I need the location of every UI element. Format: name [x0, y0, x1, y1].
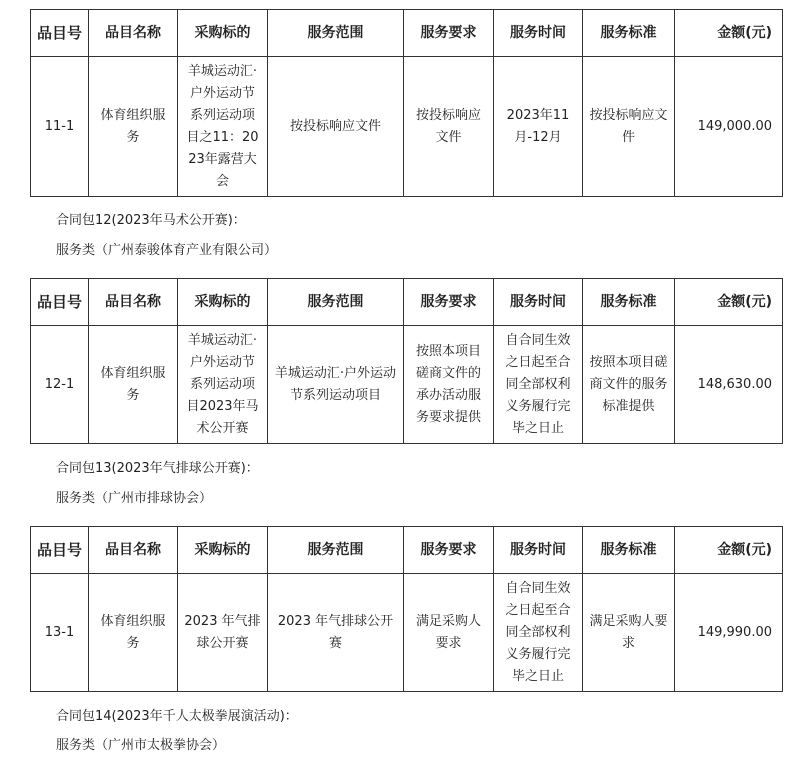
- header-target: 采购标的: [178, 10, 268, 57]
- contract-package-12-type: 服务类（广州泰骏体育产业有限公司）: [56, 243, 278, 258]
- cell-target: 2023 年气排球公开赛: [184, 613, 261, 651]
- cell-amount: 149,990.00: [675, 574, 783, 692]
- header-requirement: 服务要求: [404, 279, 494, 326]
- header-item-no: 品目号: [31, 527, 89, 574]
- procurement-table-11: [30, 9, 783, 197]
- header-target: 采购标的: [178, 279, 268, 326]
- header-time: 服务时间: [494, 527, 583, 574]
- cell-target: 羊城运动汇·户外运动节系列运动项目2023年马术公开赛: [186, 332, 259, 436]
- contract-package-14-type: 服务类（广州市太极拳协会）: [56, 738, 226, 753]
- cell-time: 自合同生效之日起至合同全部权利义务履行完毕之日止: [505, 332, 571, 436]
- cell-scope: 羊城运动汇·户外运动节系列运动项目: [274, 365, 397, 403]
- cell-standard: 满足采购人要求: [589, 613, 668, 651]
- header-item-no: 品目号: [31, 279, 89, 326]
- header-time: 服务时间: [494, 279, 583, 326]
- header-requirement: 服务要求: [404, 10, 494, 57]
- contract-package-14-title: 合同包14(2023年千人太极拳展演活动)：: [56, 709, 298, 724]
- procurement-table-13: [30, 526, 783, 692]
- header-scope: 服务范围: [268, 279, 404, 326]
- cell-item-no: 13-1: [31, 574, 89, 692]
- cell-amount: 149,000.00: [675, 57, 783, 197]
- header-amount: 金额(元): [675, 527, 783, 574]
- header-requirement: 服务要求: [404, 527, 494, 574]
- header-item-name: 品目名称: [89, 279, 178, 326]
- cell-time: 2023年11月-12月: [506, 107, 570, 145]
- cell-item-name: 体育组织服务: [100, 365, 166, 403]
- header-standard: 服务标准: [583, 527, 675, 574]
- cell-requirement: 满足采购人要求: [415, 613, 481, 651]
- cell-item-name: 体育组织服务: [100, 107, 166, 145]
- cell-item-name: 体育组织服务: [100, 613, 166, 651]
- header-standard: 服务标准: [583, 279, 675, 326]
- header-amount: 金额(元): [675, 279, 783, 326]
- header-amount: 金额(元): [675, 10, 783, 57]
- table-header-row: [31, 279, 783, 326]
- table-header-row: [31, 527, 783, 574]
- cell-standard: 按照本项目磋商文件的服务标准提供: [589, 354, 668, 414]
- contract-package-12-title: 合同包12(2023年马术公开赛)：: [56, 213, 246, 228]
- cell-requirement: 按投标响应文件: [415, 107, 481, 145]
- cell-amount: 148,630.00: [675, 326, 783, 444]
- header-item-name: 品目名称: [89, 527, 178, 574]
- cell-item-no: 12-1: [31, 326, 89, 444]
- cell-time: 自合同生效之日起至合同全部权利义务履行完毕之日止: [505, 580, 571, 684]
- contract-package-13-title: 合同包13(2023年气排球公开赛)：: [56, 461, 259, 476]
- header-time: 服务时间: [494, 10, 583, 57]
- contract-package-13-type: 服务类（广州市排球协会）: [56, 491, 213, 506]
- cell-item-no: 11-1: [31, 57, 89, 197]
- procurement-table-12: [30, 278, 783, 444]
- cell-scope: 2023 年气排球公开赛: [277, 613, 394, 651]
- header-item-no: 品目号: [31, 10, 89, 57]
- table-row: [31, 574, 783, 692]
- header-scope: 服务范围: [268, 10, 404, 57]
- cell-target: 羊城运动汇·户外运动节系列运动项目之11：2023年露营大会: [186, 63, 259, 189]
- cell-standard: 按投标响应文件: [589, 107, 668, 145]
- header-scope: 服务范围: [268, 527, 404, 574]
- table-header-row: [31, 10, 783, 57]
- header-standard: 服务标准: [583, 10, 675, 57]
- cell-scope: 按投标响应文件: [289, 118, 381, 134]
- table-row: [31, 57, 783, 197]
- cell-requirement: 按照本项目磋商文件的承办活动服务要求提供: [415, 343, 481, 425]
- header-item-name: 品目名称: [89, 10, 178, 57]
- header-target: 采购标的: [178, 527, 268, 574]
- table-row: [31, 326, 783, 444]
